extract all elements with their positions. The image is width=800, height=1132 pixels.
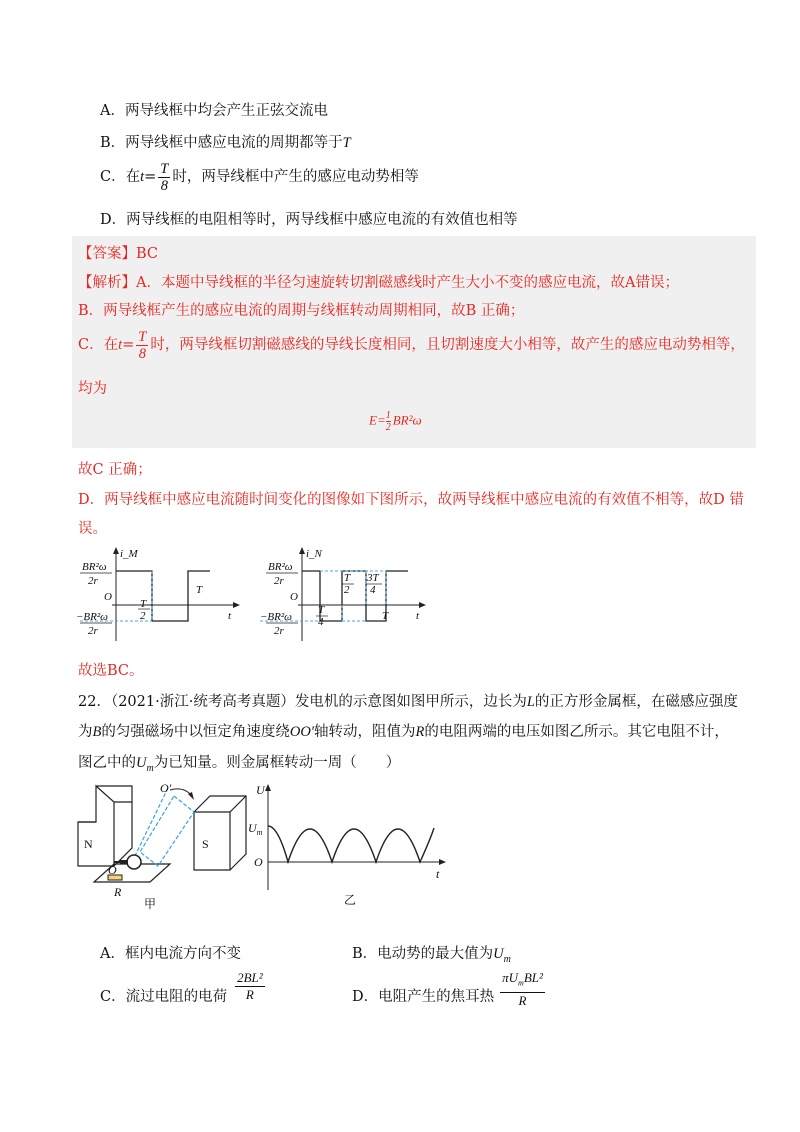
magnet-s	[194, 812, 230, 870]
q22-line2-b: 的匀强磁场中以恒定角速度绕	[101, 724, 290, 740]
option-b	[100, 131, 351, 152]
q22-option-d-num-sub: m	[518, 978, 524, 988]
formula-den: 2	[385, 422, 391, 433]
q22-option-c	[100, 970, 267, 1014]
label-n: N	[84, 837, 93, 851]
q22-option-d-frac	[500, 970, 545, 1009]
graph-n-t-arrow	[419, 602, 426, 608]
analysis-c-prefix: C．在	[78, 337, 119, 353]
graph-n-quarter-num: T	[318, 604, 325, 616]
graph-n-pos-num: BR²ω	[268, 561, 293, 573]
q22-line3-b: 为已知量。则金属框转动一周（ ）	[153, 755, 401, 771]
q22-option-b-text: B．电动势的最大值为	[352, 946, 494, 962]
graph-m-half-num: T	[140, 598, 147, 610]
label-o: O	[108, 863, 117, 877]
graph-m-y-arrow	[113, 547, 119, 554]
yi-u-label: U	[256, 783, 265, 797]
yi-um-label	[248, 821, 263, 837]
analysis-c-frac-num: T	[138, 328, 147, 345]
analysis-c-t: t	[118, 337, 123, 353]
option-c-prefix: C．在	[100, 169, 141, 185]
axis-oo	[132, 788, 168, 862]
graph-m-ylabel: i_M	[120, 548, 138, 560]
brush	[120, 860, 128, 864]
q22-Um: U	[136, 755, 147, 771]
q22-B: B	[92, 724, 102, 740]
yi-origin: O	[254, 855, 263, 869]
q22-option-c-frac	[235, 970, 265, 1003]
analysis-c-fraction	[136, 329, 148, 362]
graph-m-neg-num: −BR²ω	[76, 611, 108, 623]
figure-yi	[246, 782, 450, 912]
graph-m-neg-den: 2r	[88, 625, 98, 637]
answer-label: 【答案】BC	[78, 246, 159, 262]
figure-jia	[74, 782, 250, 912]
q22-line2-c: 轴转动，阻值为	[313, 724, 416, 740]
graph-m-pos-den: 2r	[88, 575, 98, 587]
graph-m-T: T	[196, 584, 203, 596]
option-b-var: T	[342, 135, 351, 151]
graph-n-3q-den: 4	[370, 584, 376, 596]
formula-frac	[386, 410, 391, 433]
analysis-c-suffix: 时，两导线框切割磁感线的导线长度相同，且切割速度大小相等，故产生的感应电动势相等，	[150, 337, 745, 353]
formula-eq: =	[376, 412, 386, 428]
q22-line2-a: 为	[78, 724, 93, 740]
q22-L: L	[526, 694, 535, 710]
graph-n-ylabel: i_N	[306, 548, 322, 560]
q22-option-b-var: U	[493, 946, 504, 962]
caption-yi: 乙	[344, 893, 357, 907]
final-answer: 故选BC。	[78, 663, 144, 679]
option-c-frac-num: T	[160, 160, 169, 177]
q22-line1-b: 的正方形金属框，在磁感应强度	[534, 694, 738, 710]
q22-OO: OO′	[289, 724, 314, 740]
q22-option-b	[352, 942, 511, 965]
graph-n-y-arrow	[299, 547, 305, 554]
q22-line1-a: 22．（2021·浙江·统考高考真题）发电机的示意图如图甲所示，边长为	[78, 694, 527, 710]
q22-line3	[78, 751, 400, 774]
formula	[369, 410, 422, 433]
option-c-eq: =	[144, 169, 157, 185]
graph-m-signal	[116, 571, 210, 621]
rotating-frame	[140, 796, 194, 866]
graph-m-origin: O	[104, 591, 112, 603]
graph-n-neg-num: −BR²ω	[260, 611, 292, 623]
analysis-c-eq: =	[122, 337, 135, 353]
graph-n-t: t	[416, 610, 420, 622]
rotation-arrow	[170, 789, 192, 796]
q22-option-d-den: R	[518, 992, 527, 1008]
graph-n-quarter-den: 4	[318, 616, 324, 628]
graph-m-t: t	[228, 610, 232, 622]
graph-m-half-den: 2	[140, 610, 146, 622]
q22-line2-d: 的电阻两端的电压如图乙所示。其它电阻不计，	[424, 724, 729, 740]
formula-lhs: E	[369, 412, 377, 428]
q22-option-c-text: C．流过电阻的电荷	[100, 989, 228, 1005]
graph-n-3q-num: 3T	[367, 572, 379, 584]
option-c-frac-den: 8	[160, 177, 168, 194]
c-correct: 故C 正确；	[78, 462, 152, 478]
graph-n-half-den: 2	[344, 584, 350, 596]
analysis-d-line2: 误。	[78, 521, 107, 537]
graph-n-half-num: T	[344, 572, 351, 584]
label-s: S	[202, 837, 209, 851]
analysis-c-frac-den: 8	[138, 345, 146, 362]
q22-line3-a: 图乙中的	[78, 755, 136, 771]
q22-option-d-num	[500, 970, 545, 993]
yi-waveform	[268, 826, 434, 862]
option-a: A．两导线框中均会产生正弦交流电	[100, 103, 328, 119]
q22-line1	[78, 690, 738, 711]
analysis-b: B．两导线框产生的感应电流的周期与线框转动周期相同，故B 正确；	[78, 303, 525, 319]
formula-num: 1	[385, 410, 391, 421]
option-d: D．两导线框的电阻相等时，两导线框中感应电流的有效值也相等	[100, 212, 518, 228]
q22-Um-sub: m	[146, 762, 154, 774]
analysis-c	[78, 325, 745, 365]
graph-m-t-arrow	[233, 602, 240, 608]
magnet-n	[78, 786, 114, 866]
graph-n-neg-den: 2r	[274, 625, 284, 637]
q22-option-b-sub: m	[503, 953, 511, 965]
option-c	[100, 157, 419, 197]
q22-option-d-num-tail: BL²	[523, 970, 543, 985]
graph-m-pos-num: BR²ω	[82, 561, 107, 573]
option-b-text: B．两导线框中感应电流的周期都等于	[100, 135, 343, 151]
q22-option-a: A．框内电流方向不变	[100, 946, 241, 962]
q22-R: R	[415, 724, 425, 740]
slip-ring	[127, 855, 141, 869]
analysis-a: 【解析】A．本题中导线框的半径匀速旋转切割磁感线时产生大小不变的感应电流，故A错误；	[78, 275, 679, 291]
graph-m	[76, 545, 246, 645]
graph-n-origin: O	[290, 591, 298, 603]
yi-um-sub: m	[256, 828, 263, 837]
q22-option-d	[352, 970, 547, 1014]
graph-n-T: T	[382, 610, 389, 622]
q22-line2	[78, 720, 729, 741]
option-c-t: t	[140, 169, 145, 185]
analysis-d-line1: D．两导线框中感应电流随时间变化的图像如下图所示，故两导线框中感应电流的有效值不相等，故D 错	[78, 492, 744, 508]
q22-option-c-num: 2BL²	[237, 970, 263, 985]
graph-n	[256, 545, 436, 645]
option-c-suffix: 时，两导线框中产生的感应电动势相等	[172, 169, 419, 185]
formula-rhs: BR²ω	[392, 412, 422, 428]
q22-option-c-den: R	[245, 987, 254, 1002]
label-o-prime: O′	[160, 782, 172, 795]
yi-t-label: t	[436, 867, 440, 881]
yi-um-main: U	[248, 821, 257, 835]
analysis-c-line2: 均为	[78, 381, 107, 397]
graph-n-pos-den: 2r	[274, 575, 284, 587]
option-c-fraction	[158, 161, 170, 194]
q22-option-d-text: D．电阻产生的焦耳热	[352, 989, 495, 1005]
caption-jia: 甲	[144, 897, 157, 911]
q22-option-d-num-main: πU	[502, 970, 519, 985]
label-r: R	[114, 885, 122, 899]
